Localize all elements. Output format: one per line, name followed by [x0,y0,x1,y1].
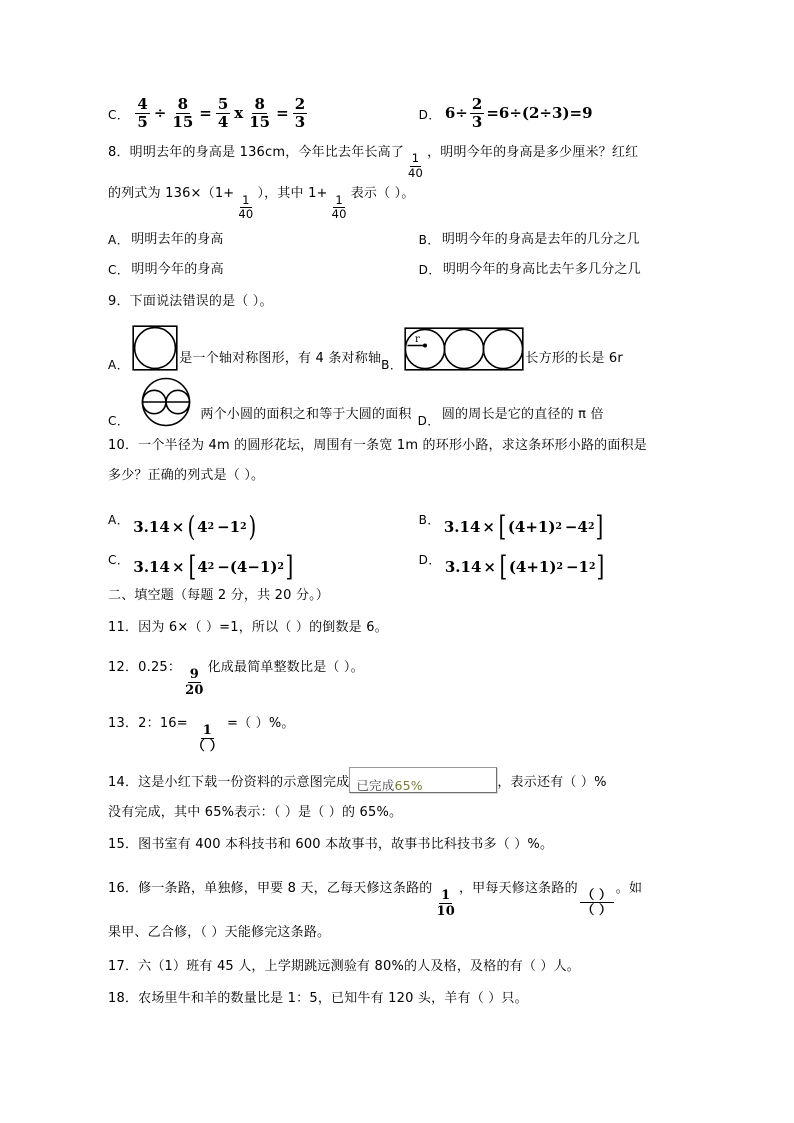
q8-option-a[interactable] [108,225,397,255]
equals-operator-2: = [276,104,289,122]
q10-option-c-expression: 3.14 × [ 4 2 −(4−1) 2 ] [133,550,294,584]
fraction-2-3-d: $\frac{2}{3}$ [471,95,483,131]
q9-option-c-label: C． [108,413,130,428]
question-18: 18．农场里牛和羊的数量比是 1：5，已知牛有 120 头，羊有（ ）只。 [108,991,528,1007]
rectangle-with-three-circles-icon [404,327,524,375]
q12-suffix: 化成最简单整数比是（ ）。 [207,659,364,675]
q9-option-c[interactable] [108,377,412,431]
q10-option-c[interactable] [108,545,397,584]
q8-line2-a: 的列式为 136×（1+ [108,186,235,202]
d-expr-lead: 6÷ [444,104,468,122]
question-17: 17．六（1）班有 45 人，上学期跳远测验有 80%的人及格，及格的有（ ）人。 [108,959,580,975]
q9-option-d[interactable] [418,400,604,431]
q9-option-a-text: 是一个轴对称图形，有 4 条对称轴 [179,350,382,366]
q8-option-b[interactable] [419,225,688,255]
question-10-stem-line2: 多少？正确的列式是（ ）。 [108,467,265,483]
q10-option-d-expression: 3.14 × [ (4+1) 2 −1 2 ] [444,550,605,584]
q9-options-row-cd [108,377,688,431]
q8-option-b-text: 明明今年的身高是去年的几分之几 [441,231,640,247]
q9-option-c-text: 两个小圆的面积之和等于大圆的面积 [200,406,412,422]
q14-line1-b: ，表示还有（ ）% [497,774,607,790]
q9-option-a[interactable] [108,325,381,375]
q7-option-c[interactable] [108,97,397,130]
q9-options-row-ab [108,321,688,375]
question-16-line1 [108,874,688,918]
download-progress-percent: 65% [394,777,423,793]
question-10-stem-line1: 10．一个半径为 4m 的圆形花坛，周围有一条宽 1m 的环形小路，求这条环形小路的面积是 [108,437,647,453]
q8-line2-b: ），其中 1+ [257,186,328,202]
q8-fraction-1-40-second: $\frac{1}{40}$ [238,192,254,222]
download-progress-box [349,767,497,793]
question-14-line1 [108,767,688,798]
q9-option-a-label: A． [108,357,130,372]
fraction-4-5: $\frac{4}{5}$ [137,95,148,131]
question-9-stem: 9．下面说法错误的是（ ）。 [108,293,273,309]
download-progress-text [356,771,423,801]
q10-option-a-expression: 3.14 × ( 4 2 −1 2 ) [133,510,256,544]
q10-option-a-label: A． [108,512,130,527]
q7-option-d-expression [445,97,593,130]
fraction-8-15-second: $\frac{8}{15}$ [249,95,271,131]
section-two-title: 二、填空题（每题 2 分，共 20 分。） [108,587,330,603]
q8-option-c[interactable] [108,255,397,285]
q10-options-row-1 [108,495,688,544]
big-circle-with-two-small-circles-icon [135,377,197,431]
q8-option-d-label: D． [418,262,441,277]
q8-option-c-text: 明明今年的身高 [131,261,224,277]
q16-line1-a: 16．修一条路，单独修，甲要 8 天，乙每天修这条路的 [108,880,433,896]
q10-option-b[interactable] [418,505,688,544]
q8-option-b-label: B． [418,232,440,247]
q8-options-row-2 [108,255,688,285]
q8-line1-b: ，明明今年的身高是多少厘米？红红 [427,145,639,160]
d-expr-tail: =6÷(2÷3)=9 [486,104,593,122]
question-8-stem [108,138,688,179]
q13-prefix: 13．2：16= [108,715,188,731]
q8-line2-c: 表示（ ）。 [350,186,415,202]
equals-operator: = [199,104,212,122]
q13-suffix: =（ ）%。 [227,715,295,731]
q10-option-d-label: D． [418,552,441,567]
q9-option-b-text: 长方形的长是 6r [525,350,623,366]
divide-operator: ÷ [153,104,167,122]
q9-option-b-label: B． [381,357,403,372]
q16-fraction-blank-blank: $\frac{( )}{( )}$ [581,886,612,918]
q8-option-c-label: C． [108,262,130,277]
q9-option-d-label: D． [417,413,440,428]
q10-option-a[interactable] [108,505,397,544]
q7-option-d-label: D． [418,108,441,122]
q7-options-row [108,78,688,130]
question-8-stem-line2 [108,179,688,220]
fraction-5-4: $\frac{5}{4}$ [217,95,229,131]
q14-line1-a: 14．这是小红下载一份资料的示意图完成 [108,774,350,790]
q10-option-b-label: B． [418,512,440,527]
question-15: 15．图书室有 400 本科技书和 600 本故事书，故事书比科技书多（ ）%。 [108,836,554,852]
download-progress-label: 已完成 [356,777,395,793]
q13-fraction-1-blank: $\frac{1}{( )}$ [191,722,223,754]
q8-fraction-1-40-third: $\frac{1}{40}$ [331,192,347,222]
q9-option-d-text: 圆的周长是它的直径的 π 倍 [441,406,604,422]
q10-option-b-expression: 3.14 × [ (4+1) 2 −4 2 ] [443,510,604,544]
q8-fraction-1-40: $\frac{1}{40}$ [408,151,424,180]
question-14-line2: 没有完成，其中 65%表示：（ ）是（ ）的 65%。 [108,804,403,820]
q8-option-d-text: 明明今年的身高比去午多几分之几 [442,261,641,277]
q8-line1-a: 8．明明去年的身高是 136cm，今年比去年长高了 [108,145,405,160]
svg-text:r: r [415,333,421,345]
question-11: 11．因为 6×（ ）=1，所以（ ）的倒数是 6。 [108,619,388,635]
q10-option-d[interactable] [418,545,688,584]
fraction-2-3: $\frac{2}{3}$ [294,95,306,131]
q8-option-a-text: 明明去年的身高 [131,231,224,247]
question-13 [108,709,688,753]
q7-option-c-expression [133,97,309,130]
q16-line1-b: ，甲每天修这条路的 [458,880,578,896]
q7-option-c-label: C． [108,108,130,122]
q12-fraction-9-20: $\frac{9}{20}$ [185,666,204,698]
q8-option-a-label: A． [108,232,130,247]
multiply-operator: x [234,104,244,122]
square-with-inscribed-circle-icon [132,325,178,375]
q8-option-d[interactable] [419,255,688,285]
q16-fraction-1-10: $\frac{1}{10}$ [436,888,455,920]
q16-line1-c: 。如 [615,880,643,896]
q8-options-row-1 [108,225,688,255]
exam-content [108,78,688,1014]
question-12 [108,653,688,697]
q7-option-d[interactable] [419,97,688,130]
fraction-8-15: $\frac{8}{15}$ [172,95,194,131]
q12-prefix: 12．0.25： [108,659,182,675]
q9-option-b[interactable] [381,327,623,375]
question-16-line2: 果甲、乙合修，（ ）天能修完这条路。 [108,925,331,941]
q10-option-c-label: C． [108,552,130,567]
